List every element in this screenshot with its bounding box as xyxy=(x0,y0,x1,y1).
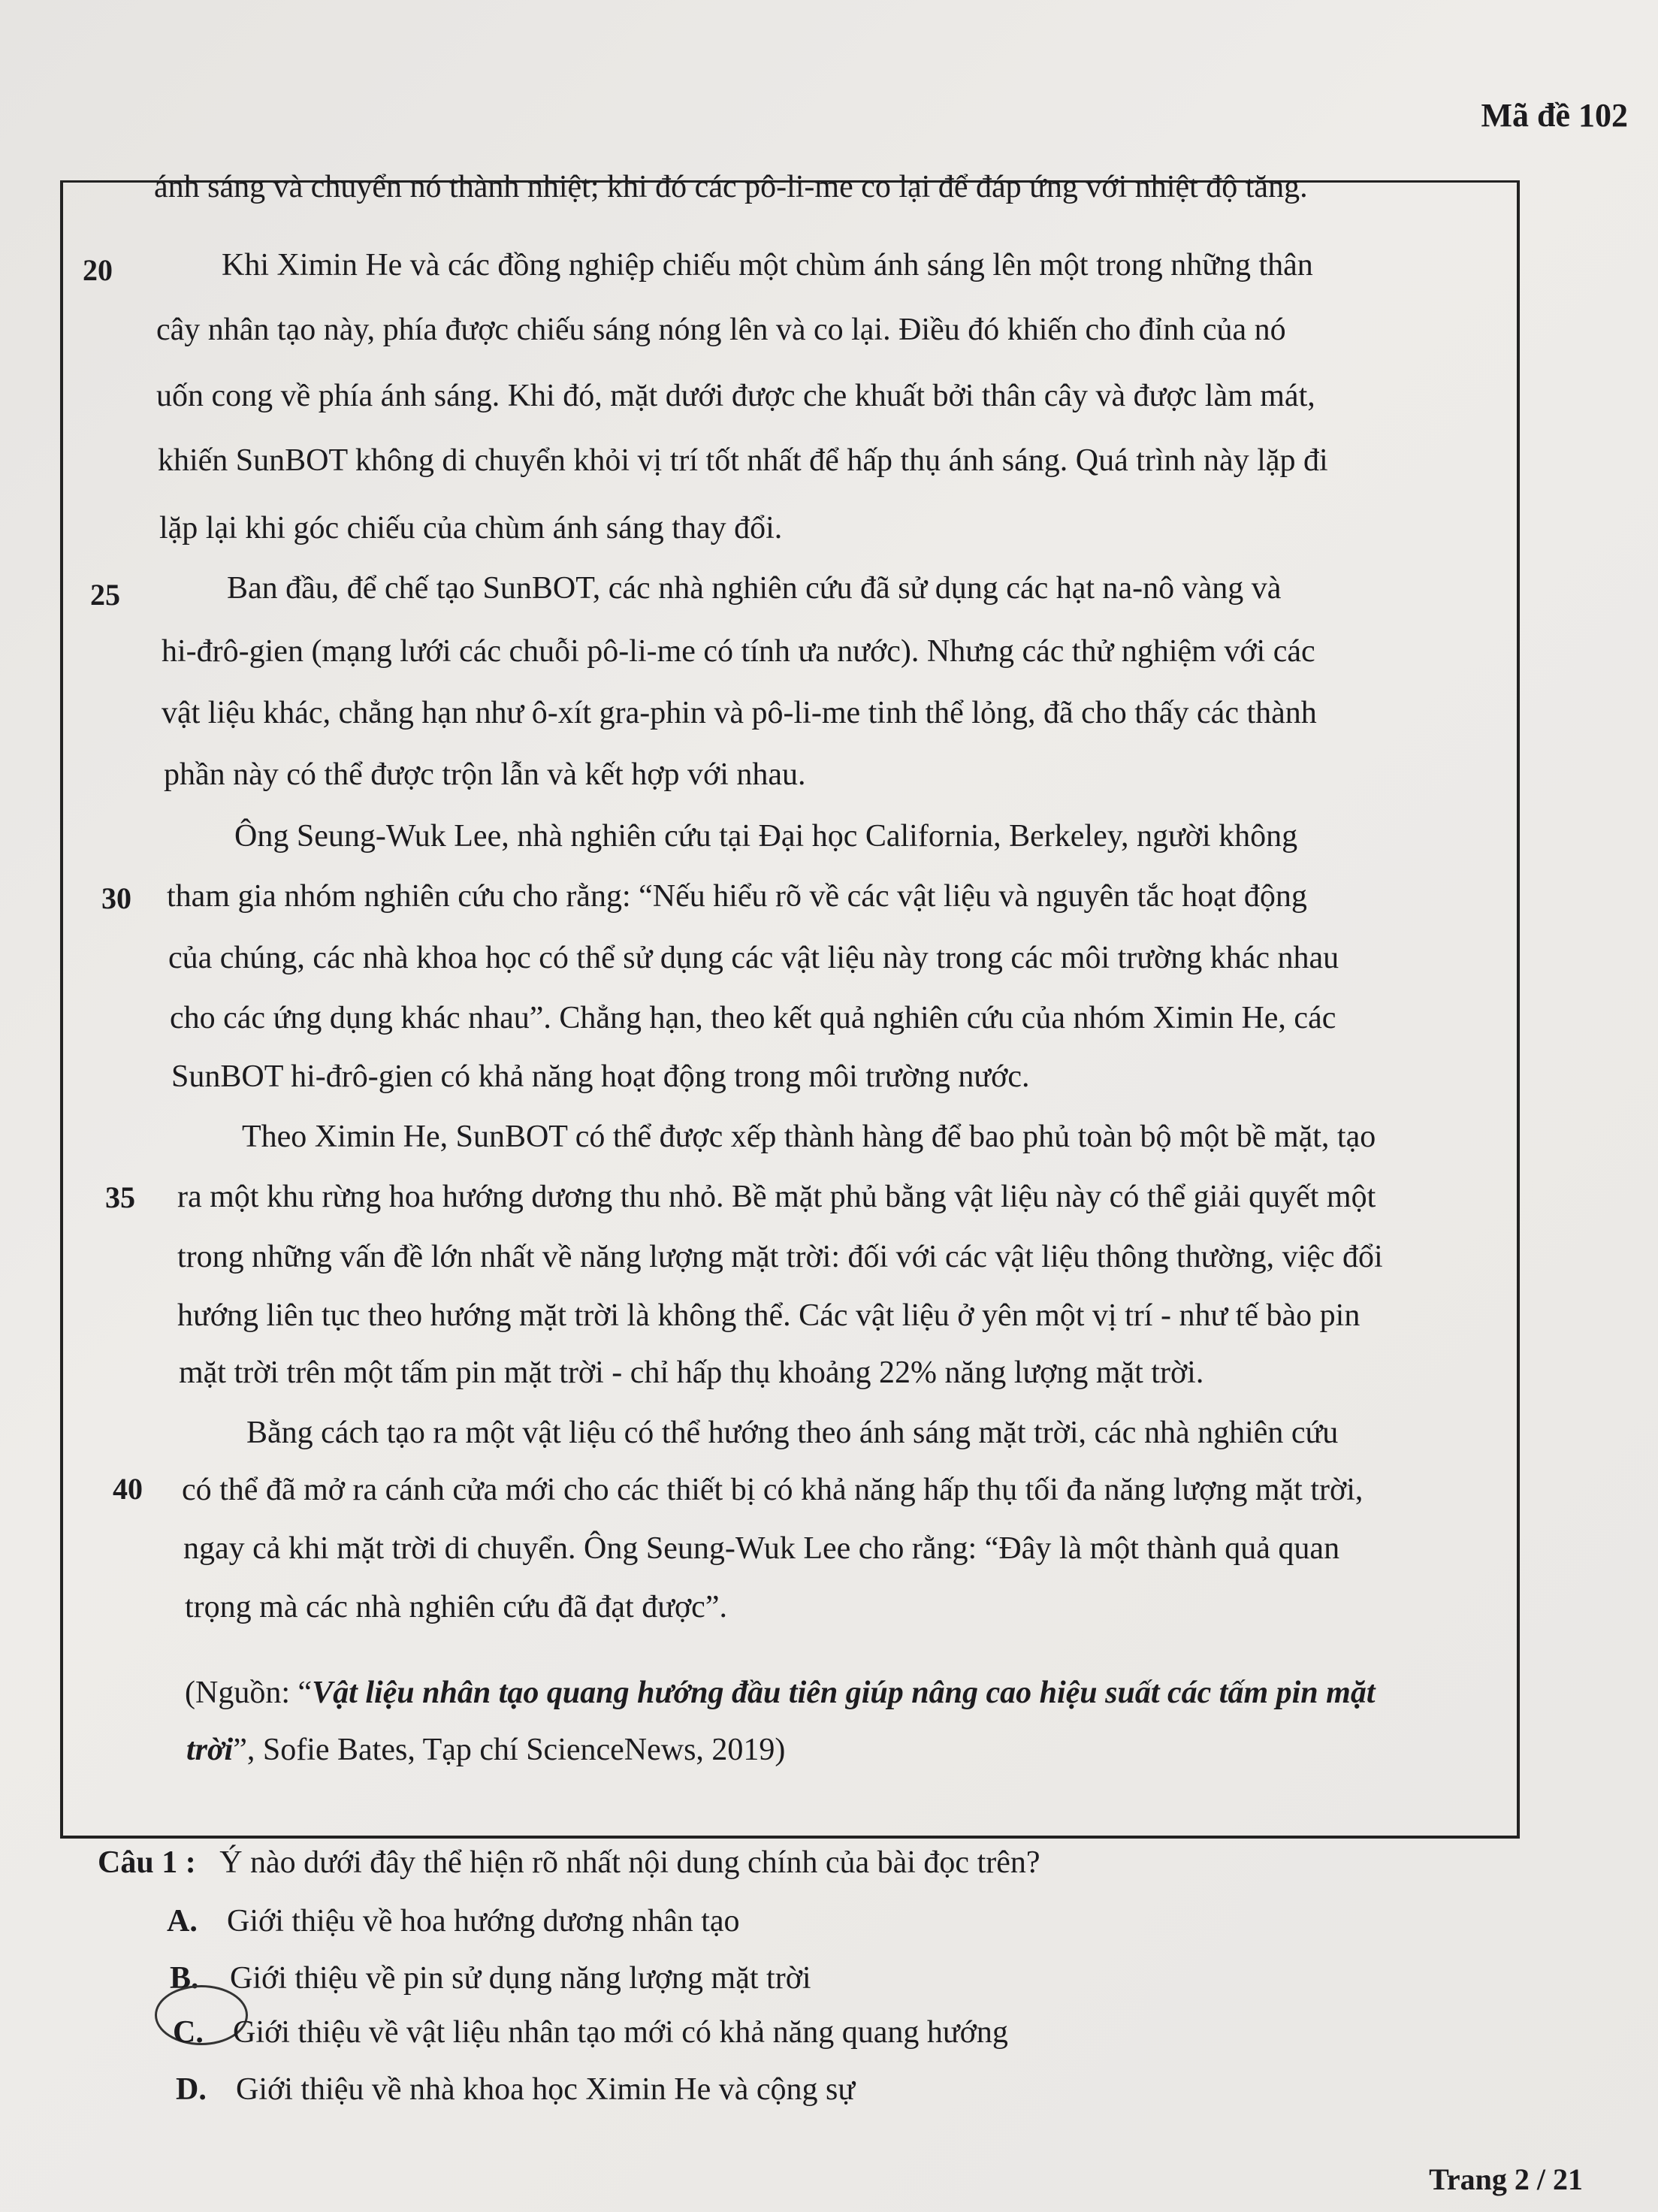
question-1 xyxy=(98,1847,1040,1878)
option-b[interactable] xyxy=(170,1963,811,1994)
passage-line: ánh sáng và chuyển nó thành nhiệt; khi đó các pô-li-me co lại để đáp ứng với nhiệt độ tăng. xyxy=(154,170,1308,204)
source-prefix: (Nguồn: “ xyxy=(185,1676,313,1710)
passage-line: Theo Ximin He, SunBOT có thể được xếp thành hàng để bao phủ toàn bộ một bề mặt, tạo xyxy=(242,1120,1376,1154)
source-title: Vật liệu nhân tạo quang hướng đầu tiên giúp nâng cao hiệu suất các tấm pin mặt xyxy=(312,1676,1376,1710)
passage-line: Ban đầu, để chế tạo SunBOT, các nhà nghiên cứu đã sử dụng các hạt na-nô vàng và xyxy=(227,571,1282,606)
source-suffix: ”, Sofie Bates, Tạp chí ScienceNews, 2019) xyxy=(233,1733,786,1767)
passage-line: ngay cả khi mặt trời di chuyển. Ông Seung-Wuk Lee cho rằng: “Đây là một thành quả quan xyxy=(183,1531,1340,1566)
question-label: Câu 1 : xyxy=(98,1845,196,1880)
passage-line: trọng mà các nhà nghiên cứu đã đạt được”. xyxy=(185,1590,727,1624)
passage-line: Khi Ximin He và các đồng nghiệp chiếu một chùm ánh sáng lên một trong những thân xyxy=(222,248,1313,283)
passage-line: SunBOT hi-đrô-gien có khả năng hoạt động trong môi trường nước. xyxy=(171,1059,1030,1094)
source-citation-line-2 xyxy=(186,1734,785,1766)
exam-code: Mã đề 102 xyxy=(1481,97,1628,134)
passage-line: tham gia nhóm nghiên cứu cho rằng: “Nếu hiểu rõ về các vật liệu và nguyên tắc hoạt động xyxy=(167,879,1307,914)
passage-line: cho các ứng dụng khác nhau”. Chẳng hạn, theo kết quả nghiên cứu của nhóm Ximin He, các xyxy=(170,1001,1336,1035)
option-text: Giới thiệu về hoa hướng dương nhân tạo xyxy=(227,1904,740,1939)
option-c[interactable] xyxy=(173,2017,1008,2048)
option-text: Giới thiệu về pin sử dụng năng lượng mặt trời xyxy=(230,1961,811,1996)
option-text: Giới thiệu về vật liệu nhân tạo mới có khả năng quang hướng xyxy=(233,2015,1008,2050)
passage-line: của chúng, các nhà khoa học có thể sử dụng các vật liệu này trong các môi trường khác nhau xyxy=(168,941,1339,975)
passage-line: phần này có thể được trộn lẫn và kết hợp với nhau. xyxy=(164,757,806,792)
passage-line: khiến SunBOT không di chuyển khỏi vị trí tốt nhất để hấp thụ ánh sáng. Quá trình này lặp đi xyxy=(158,443,1328,478)
question-text: Ý nào dưới đây thể hiện rõ nhất nội dung chính của bài đọc trên? xyxy=(219,1845,1040,1880)
passage-line: Bằng cách tạo ra một vật liệu có thể hướng theo ánh sáng mặt trời, các nhà nghiên cứu xyxy=(246,1416,1339,1450)
passage-line: hi-đrô-gien (mạng lưới các chuỗi pô-li-me có tính ưa nước). Nhưng các thử nghiệm với các xyxy=(162,634,1315,669)
passage-line: cây nhân tạo này, phía được chiếu sáng nóng lên và co lại. Điều đó khiến cho đỉnh của nó xyxy=(156,313,1286,347)
passage-line: trong những vấn đề lớn nhất về năng lượng mặt trời: đối với các vật liệu thông thường, việc đổi xyxy=(177,1240,1383,1274)
line-number: 30 xyxy=(101,881,131,915)
passage-line: lặp lại khi góc chiếu của chùm ánh sáng thay đổi. xyxy=(159,511,783,545)
line-number: 20 xyxy=(83,253,113,287)
option-a[interactable] xyxy=(167,1905,740,1937)
page-number: Trang 2 / 21 xyxy=(1429,2162,1583,2196)
source-title-end: trời xyxy=(186,1733,234,1767)
option-letter: B. xyxy=(170,1961,199,1996)
line-number: 40 xyxy=(113,1472,143,1506)
passage-line: mặt trời trên một tấm pin mặt trời - chỉ hấp thụ khoảng 22% năng lượng mặt trời. xyxy=(179,1355,1204,1390)
passage-line: hướng liên tục theo hướng mặt trời là không thể. Các vật liệu ở yên một vị trí - như tế bào pin xyxy=(177,1298,1361,1333)
source-citation-line-1 xyxy=(185,1677,1376,1709)
option-d[interactable] xyxy=(176,2074,855,2105)
option-letter: D. xyxy=(176,2072,207,2107)
option-letter: C. xyxy=(173,2015,204,2050)
line-number: 25 xyxy=(90,578,120,612)
option-text: Giới thiệu về nhà khoa học Ximin He và cộng sự xyxy=(236,2072,856,2107)
passage-line: Ông Seung-Wuk Lee, nhà nghiên cứu tại Đại học California, Berkeley, người không xyxy=(234,819,1298,854)
passage-line: có thể đã mở ra cánh cửa mới cho các thiết bị có khả năng hấp thụ tối đa năng lượng mặt trời, xyxy=(182,1473,1364,1507)
passage-line: vật liệu khác, chẳng hạn như ô-xít gra-phin và pô-li-me tinh thể lỏng, đã cho thấy các thành xyxy=(162,696,1317,730)
passage-line: ra một khu rừng hoa hướng dương thu nhỏ. Bề mặt phủ bằng vật liệu này có thể giải quyết một xyxy=(177,1180,1376,1214)
passage-line: uốn cong về phía ánh sáng. Khi đó, mặt dưới được che khuất bởi thân cây và được làm mát, xyxy=(156,379,1315,413)
line-number: 35 xyxy=(105,1180,135,1214)
option-letter: A. xyxy=(167,1904,198,1939)
